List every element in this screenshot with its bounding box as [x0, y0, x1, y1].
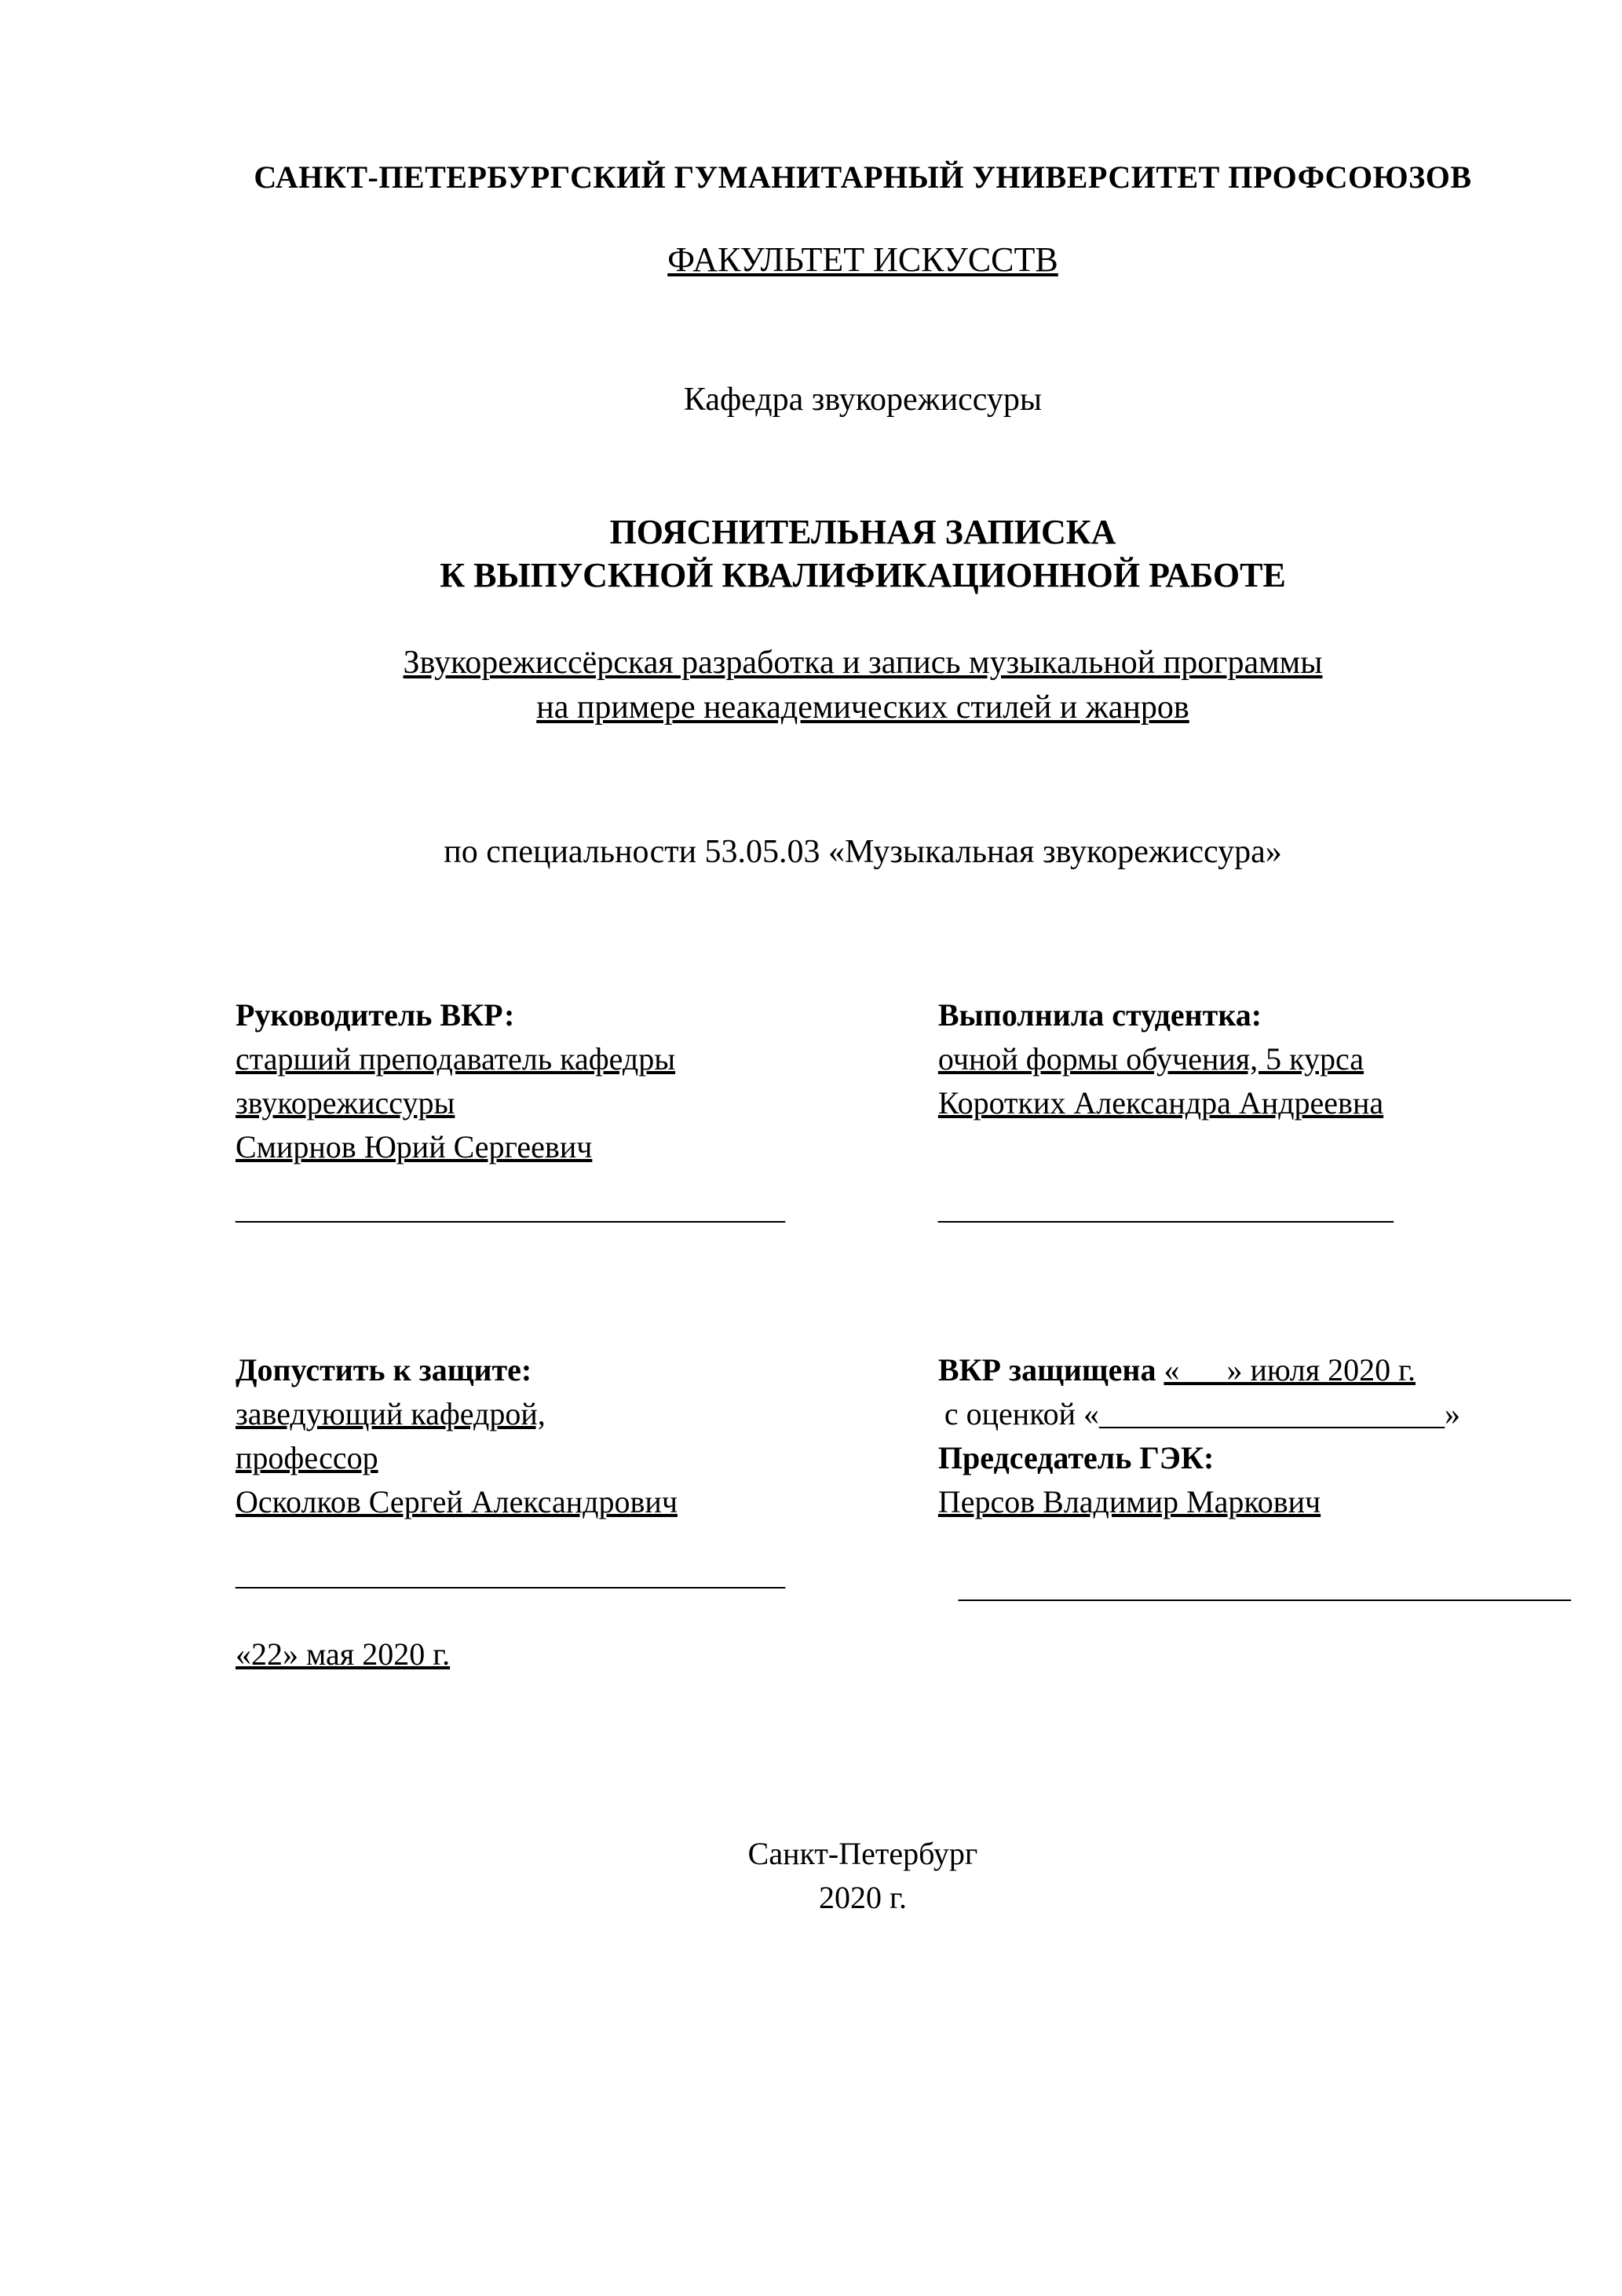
- signature-block-advisor-student: [236, 993, 1490, 1230]
- advisor-column: [236, 993, 938, 1230]
- student-line-1: очной формы обучения, 5 курса: [937, 1040, 1364, 1077]
- document-title: [236, 510, 1490, 597]
- student-label: Выполнила студентка:: [937, 996, 1262, 1033]
- faculty-text: ФАКУЛЬТЕТ ИСКУССТВ: [667, 240, 1058, 279]
- department-name: Кафедра звукорежиссуры: [683, 381, 1043, 418]
- signature-block-admission-defense: [236, 1348, 1571, 1604]
- defense-grade-line: с оценкой «______________________»: [944, 1395, 1461, 1431]
- chairman-name: Персов Владимир Маркович: [937, 1483, 1321, 1519]
- advisor-name: Смирнов Юрий Сергеевич: [236, 1128, 593, 1164]
- admission-name: Осколков Сергей Александрович: [236, 1483, 678, 1519]
- faculty-name: [236, 236, 1490, 284]
- thesis-title-line-1: Звукорежиссёрская разработка и запись музыкальной программы: [403, 645, 1323, 682]
- advisor-signature-line: ___________________________________: [236, 1190, 785, 1226]
- defense-label: ВКР защищена: [937, 1351, 1156, 1387]
- student-name: Коротких Александра Андреевна: [937, 1084, 1384, 1121]
- defense-status-line: [938, 1348, 1490, 1392]
- thesis-title-line-2: на примере неакадемических стилей и жанров: [536, 689, 1189, 726]
- defense-date: «___» июля 2020 г.: [1164, 1351, 1416, 1387]
- defense-signature-line: _______________________________________: [958, 1568, 1571, 1604]
- admission-signature-line: ___________________________________: [236, 1556, 785, 1592]
- document-title-line-1: ПОЯСНИТЕЛЬНАЯ ЗАПИСКА: [609, 513, 1116, 552]
- admission-label: Допустить к защите:: [236, 1351, 532, 1387]
- advisor-line-2: звукорежиссуры: [236, 1084, 455, 1121]
- document-title-line-2: К ВЫПУСКНОЙ КВАЛИФИКАЦИОННОЙ РАБОТЕ: [440, 556, 1286, 595]
- university-name: САНКТ-ПЕТЕРБУРГСКИЙ ГУМАНИТАРНЫЙ УНИВЕРСИТЕТ ПРОФСОЮЗОВ: [254, 159, 1472, 195]
- admission-line-2: профессор: [236, 1439, 378, 1475]
- admission-column: [236, 1348, 938, 1596]
- footer-city: Санкт-Петербург: [747, 1835, 978, 1871]
- admission-line-1: заведующий кафедрой,: [236, 1395, 546, 1431]
- defense-column: [937, 1348, 1571, 1604]
- specialty-line: по специальности 53.05.03 «Музыкальная звукорежиссура»: [444, 833, 1282, 870]
- student-column: [938, 993, 1490, 1230]
- footer-year: 2020 г.: [819, 1879, 907, 1915]
- student-signature-line: _____________________________: [937, 1190, 1394, 1226]
- advisor-line-1: старший преподаватель кафедры: [236, 1040, 676, 1077]
- advisor-label: Руководитель ВКР:: [236, 996, 515, 1033]
- thesis-title: [236, 641, 1490, 729]
- chairman-label: Председатель ГЭК:: [937, 1439, 1215, 1475]
- admission-date: «22» мая 2020 г.: [236, 1636, 451, 1672]
